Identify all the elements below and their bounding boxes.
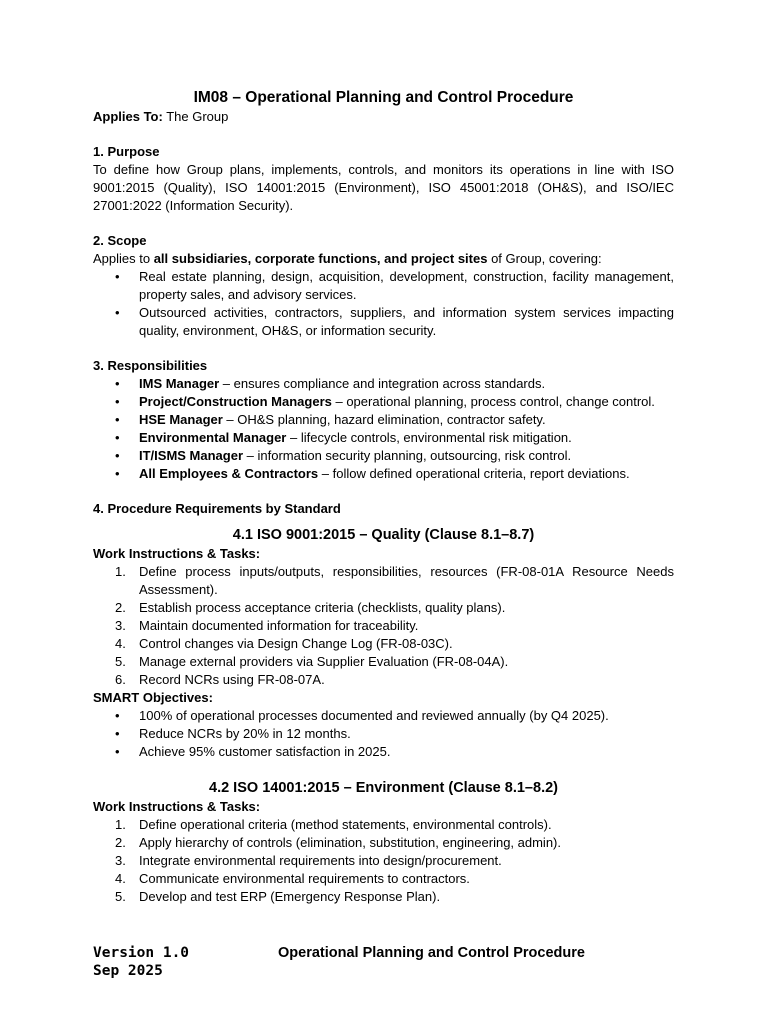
footer-document-title: Operational Planning and Control Procedure (278, 945, 585, 961)
scope-intro-post: of Group, covering: (487, 251, 602, 266)
scope-heading: 2. Scope (93, 233, 147, 248)
list-item (93, 888, 674, 906)
responsibilities-heading: 3. Responsibilities (93, 358, 208, 373)
quality-section-title: 4.1 ISO 9001:2015 – Quality (Clause 8.1–8.7) (232, 527, 535, 543)
scope-intro-bold: all subsidiaries, corporate functions, and project sites (153, 251, 488, 266)
list-item (93, 816, 674, 834)
environment-section-title: 4.2 ISO 14001:2015 – Environment (Clause 8.1–8.2) (209, 780, 558, 796)
role-name: Project/Construction Managers (139, 394, 332, 409)
footer-version-block (93, 944, 189, 980)
list-item (93, 563, 674, 599)
scope-intro-pre: Applies to (93, 251, 154, 266)
role-description: – information security planning, outsourcing, risk control. (243, 448, 572, 463)
list-number: 6. (115, 672, 126, 687)
purpose-text: To define how Group plans, implements, controls, and monitors its operations in line with ISO 9001:2015 (Quality), ISO 14001:2015 (Environment), ISO 45001:2018 (OH&S), and ISO/IEC 27001:2022 (Information Security). (93, 162, 674, 213)
task-text: Manage external providers via Supplier Evaluation (FR-08-04A). (139, 654, 509, 669)
applies-to (93, 108, 674, 126)
quality-objectives-heading: SMART Objectives: (93, 690, 213, 705)
task-text: Integrate environmental requirements into design/procurement. (139, 853, 502, 868)
task-text: Apply hierarchy of controls (elimination, substitution, engineering, admin). (139, 835, 561, 850)
list-number: 4. (115, 871, 126, 886)
footer-date: Sep 2025 (93, 963, 163, 979)
role-name: HSE Manager (139, 412, 223, 427)
list-number: 2. (115, 835, 126, 850)
task-text: Define operational criteria (method statements, environmental controls). (139, 817, 552, 832)
quality-tasks-list (93, 563, 674, 689)
quality-tasks-heading: Work Instructions & Tasks: (93, 546, 261, 561)
list-item (93, 653, 674, 671)
task-text: Define process inputs/outputs, responsibilities, resources (FR-08-01A Resource Needs Assessment). (139, 564, 674, 597)
list-item (93, 617, 674, 635)
role-description: – OH&S planning, hazard elimination, contractor safety. (222, 412, 546, 427)
list-number: 1. (115, 817, 126, 832)
applies-value: The Group (162, 109, 229, 124)
scope-intro (93, 250, 674, 268)
scope-list (93, 268, 674, 340)
list-item (93, 870, 674, 888)
role-description: – ensures compliance and integration across standards. (219, 376, 546, 391)
list-item (93, 429, 674, 447)
document-page (93, 88, 674, 906)
list-item (93, 834, 674, 852)
list-number: 4. (115, 636, 126, 651)
task-text: Record NCRs using FR-08-07A. (139, 672, 325, 687)
environment-tasks-list (93, 816, 674, 906)
role-name: IMS Manager (139, 376, 220, 391)
task-text: Control changes via Design Change Log (FR-08-03C). (139, 636, 453, 651)
role-description: – operational planning, process control, change control. (331, 394, 655, 409)
quality-objectives-list (93, 707, 674, 761)
list-item (93, 447, 674, 465)
task-text: Develop and test ERP (Emergency Response Plan). (139, 889, 441, 904)
role-description: – follow defined operational criteria, report deviations. (318, 466, 630, 481)
role-name: Environmental Manager (139, 430, 287, 445)
role-name: IT/ISMS Manager (139, 448, 244, 463)
list-item (93, 852, 674, 870)
task-text: Maintain documented information for traceability. (139, 618, 419, 633)
list-number: 5. (115, 654, 126, 669)
list-item (93, 671, 674, 689)
list-item: • Outsourced activities, contractors, suppliers, and information system services impacting quality, environment, OH&S, or information security. (93, 304, 674, 340)
applies-label: Applies To: (93, 109, 163, 124)
list-item (93, 375, 674, 393)
page-footer (93, 944, 674, 984)
list-item: • Reduce NCRs by 20% in 12 months. (93, 725, 674, 743)
list-number: 2. (115, 600, 126, 615)
list-item (93, 393, 674, 411)
list-item: • Real estate planning, design, acquisition, development, construction, facility management, property sales, and advisory services. (93, 268, 674, 304)
task-text: Establish process acceptance criteria (checklists, quality plans). (139, 600, 506, 615)
list-number: 1. (115, 564, 126, 579)
list-number: 5. (115, 889, 126, 904)
task-text: Communicate environmental requirements to contractors. (139, 871, 470, 886)
list-item: • Achieve 95% customer satisfaction in 2025. (93, 743, 674, 761)
list-item (93, 635, 674, 653)
responsibilities-list (93, 375, 674, 483)
list-item (93, 599, 674, 617)
requirements-heading: 4. Procedure Requirements by Standard (93, 501, 341, 516)
environment-tasks-heading: Work Instructions & Tasks: (93, 799, 261, 814)
list-item (93, 465, 674, 483)
list-number: 3. (115, 853, 126, 868)
role-description: – lifecycle controls, environmental risk mitigation. (286, 430, 572, 445)
list-item: • 100% of operational processes documented and reviewed annually (by Q4 2025). (93, 707, 674, 725)
footer-version: Version 1.0 (93, 945, 190, 961)
document-title: IM08 – Operational Planning and Control Procedure (193, 89, 574, 106)
purpose-heading: 1. Purpose (93, 144, 160, 159)
role-name: All Employees & Contractors (139, 466, 319, 481)
list-number: 3. (115, 618, 126, 633)
list-item (93, 411, 674, 429)
